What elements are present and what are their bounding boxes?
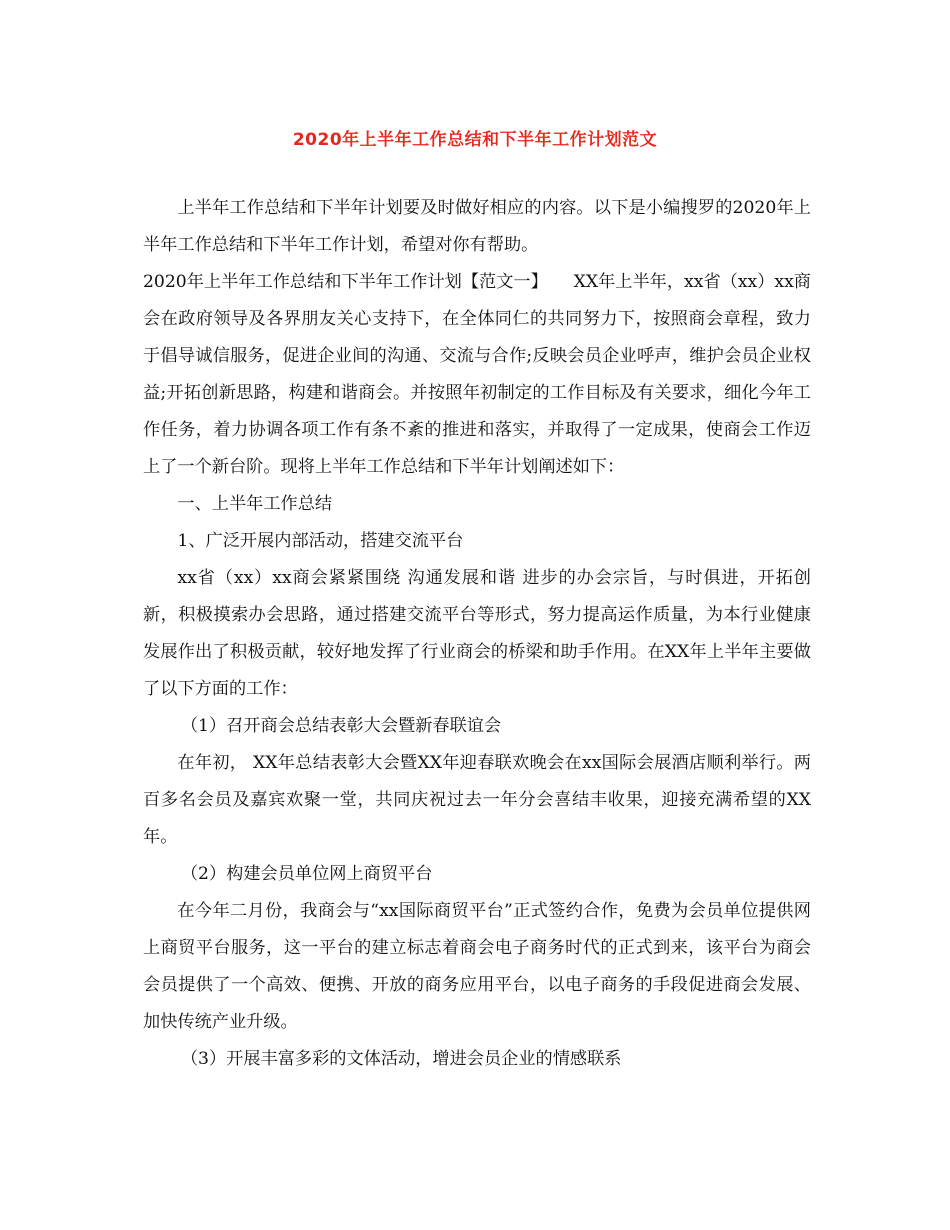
- intro-paragraph: 上半年工作总结和下半年计划要及时做好相应的内容。以下是小编搜罗的2020年上半年工作总结和下半年工作计划，希望对你有帮助。: [143, 198, 811, 255]
- item-heading: （1）召开商会总结表彰大会暨新春联谊会: [180, 716, 502, 736]
- body-paragraph: 在今年二月份，我商会与“xx国际商贸平台”正式签约合作，免费为会员单位提供网上商贸平台服务，这一平台的建立标志着商会电子商务时代的正式到来，该平台为商会会员提供了一个高效、便携、开放的商务应用平台，以电子商务的手段促进商会发展、加快传统产业升级。: [143, 901, 811, 1032]
- item-heading: （2）构建会员单位网上商贸平台: [180, 864, 433, 884]
- body-paragraph: xx省（xx）xx商会紧紧围绕 沟通发展和谐 进步的办会宗旨，与时俱进，开拓创新，积极摸索办会思路，通过搭建交流平台等形式，努力提高运作质量，为本行业健康发展作出了积极贡献，较好地发挥了行业商会的桥梁和助手作用。在XX年上半年主要做了以下方面的工作：: [143, 568, 811, 699]
- section-heading: 一、上半年工作总结: [177, 494, 333, 514]
- subsection-heading: 1、广泛开展内部活动，搭建交流平台: [177, 531, 464, 551]
- document-body: [143, 190, 811, 1078]
- item-heading: （3）开展丰富多彩的文体活动，增进会员企业的情感联系: [180, 1049, 622, 1069]
- document-title: 2020年上半年工作总结和下半年工作计划范文: [292, 130, 658, 150]
- sample-one-paragraph: 2020年上半年工作总结和下半年工作计划【范文一】 XX年上半年，xx省（xx）xx商会在政府领导及各界朋友关心支持下，在全体同仁的共同努力下，按照商会章程，致力于倡导诚信服务，促进企业间的沟通、交流与合作;反映会员企业呼声，维护会员企业权益;开拓创新思路，构建和谐商会。并按照年初制定的工作目标及有关要求，细化今年工作任务，着力协调各项工作有条不紊的推进和落实，并取得了一定成果，使商会工作迈上了一个新台阶。现将上半年工作总结和下半年计划阐述如下：: [143, 272, 811, 477]
- body-paragraph: 在年初， XX年总结表彰大会暨XX年迎春联欢晚会在xx国际会展酒店顺利举行。两百多名会员及嘉宾欢聚一堂，共同庆祝过去一年分会喜结丰收果，迎接充满希望的XX年。: [143, 753, 811, 847]
